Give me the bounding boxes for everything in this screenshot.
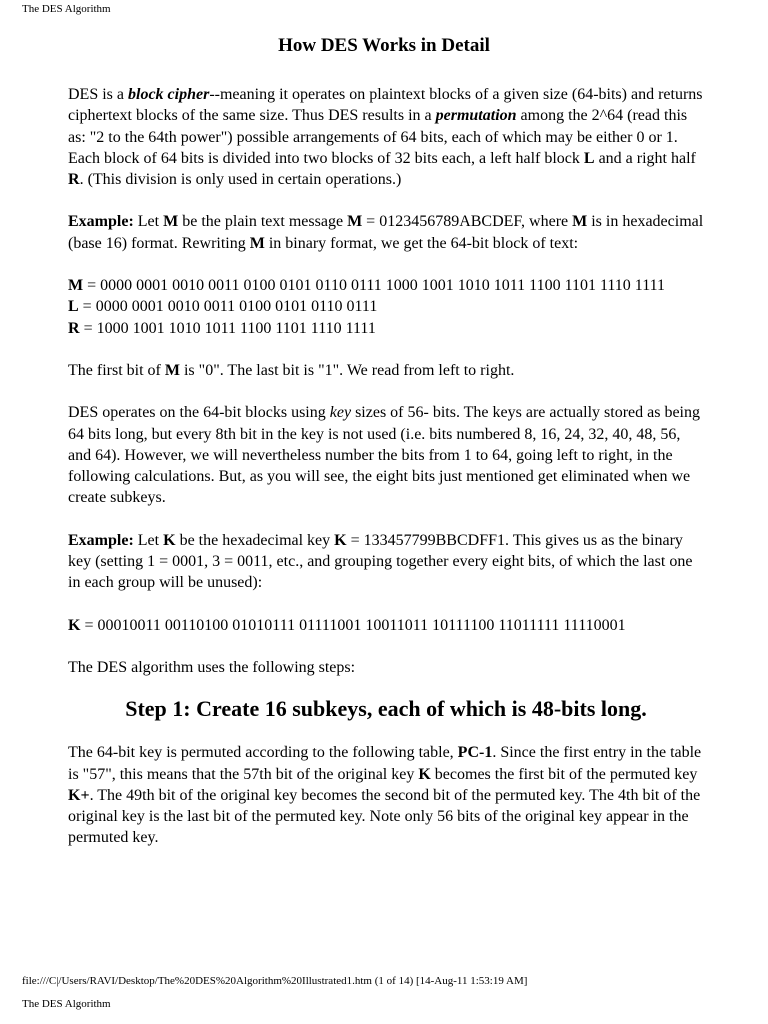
- permutation-term: permutation: [435, 107, 517, 125]
- first-bit-paragraph: The first bit of M is "0". The last bit is "1". We read from left to right.: [68, 361, 515, 379]
- intro-paragraph: DES is a block cipher--meaning it operates on plaintext blocks of a given size (64-bits) and returns ciphertext blocks of the same size. Thus DES results in a permutation among the 2^64 (read this as: "2 to the 64th power") possible arrangements of 64 bits, each of which may be either 0 or 1. Each block of 64 bits is divided into two blocks of 32 bits each, a left half block L and a right half R. (This division is only used in certain operations.): [68, 86, 703, 189]
- key-size-paragraph: DES operates on the 64-bit blocks using key sizes of 56- bits. The keys are actually stored as being 64 bits long, but every 8th bit in the key is not used (i.e. bits numbered 8, 16, 24, 32, 40, 48, 56, and 64). However, we will nevertheless number the bits from 1 to 64, going left to right, in the following calculations. But, as you will see, the eight bits just mentioned get eliminated when we create subkeys.: [68, 404, 700, 507]
- example-label: Example:: [68, 213, 134, 231]
- step-1-heading: Step 1: Create 16 subkeys, each of which is 48-bits long.: [125, 696, 647, 722]
- footer-title: The DES Algorithm: [22, 998, 111, 1010]
- binary-m-line: M = 0000 0001 0010 0011 0100 0101 0110 0111 1000 1001 1010 1011 1100 1101 1110 1111: [68, 277, 666, 295]
- example-key-paragraph: Example: Let K be the hexadecimal key K = 133457799BBCDFF1. This gives us as the binary key (setting 1 = 0001, 3 = 0011, etc., and grouping together every eight bits, of which the last one in each group will be unused):: [68, 531, 693, 592]
- key-term: key: [329, 404, 352, 422]
- binary-r-line: R = 1000 1001 1010 1011 1100 1101 1110 1111: [68, 319, 376, 337]
- binary-l-line: L = 0000 0001 0010 0011 0100 0101 0110 0111: [68, 298, 378, 316]
- page-header: The DES Algorithm: [22, 3, 111, 15]
- steps-intro: The DES algorithm uses the following steps:: [68, 658, 356, 676]
- example-label: Example:: [68, 531, 134, 549]
- example-message-paragraph: Example: Let M be the plain text message M = 0123456789ABCDEF, where M is in hexadecimal (base 16) format. Rewriting M in binary format, we get the 64-bit block of text:: [68, 213, 704, 252]
- block-cipher-term: block cipher: [128, 86, 210, 103]
- binary-k-line: K = 00010011 00110100 01010111 01111001 10011011 10111100 11011111 11110001: [68, 616, 626, 634]
- footer-file-path: file:///C|/Users/RAVI/Desktop/The%20DES%20Algorithm%20Illustrated1.htm (1 of 14) [14-Aug-11 1:53:19 AM]: [22, 975, 528, 987]
- pc1-paragraph: The 64-bit key is permuted according to the following table, PC-1. Since the first entry in the table is "57", this means that the 57th bit of the original key K becomes the first bit of the permuted key K+. The 49th bit of the original key becomes the second bit of the permuted key. The 4th bit of the original key is the last bit of the permuted key. Note only 56 bits of the original key appear in the permuted key.: [68, 744, 702, 847]
- document-body: [68, 84, 704, 849]
- page-title: How DES Works in Detail: [278, 35, 490, 56]
